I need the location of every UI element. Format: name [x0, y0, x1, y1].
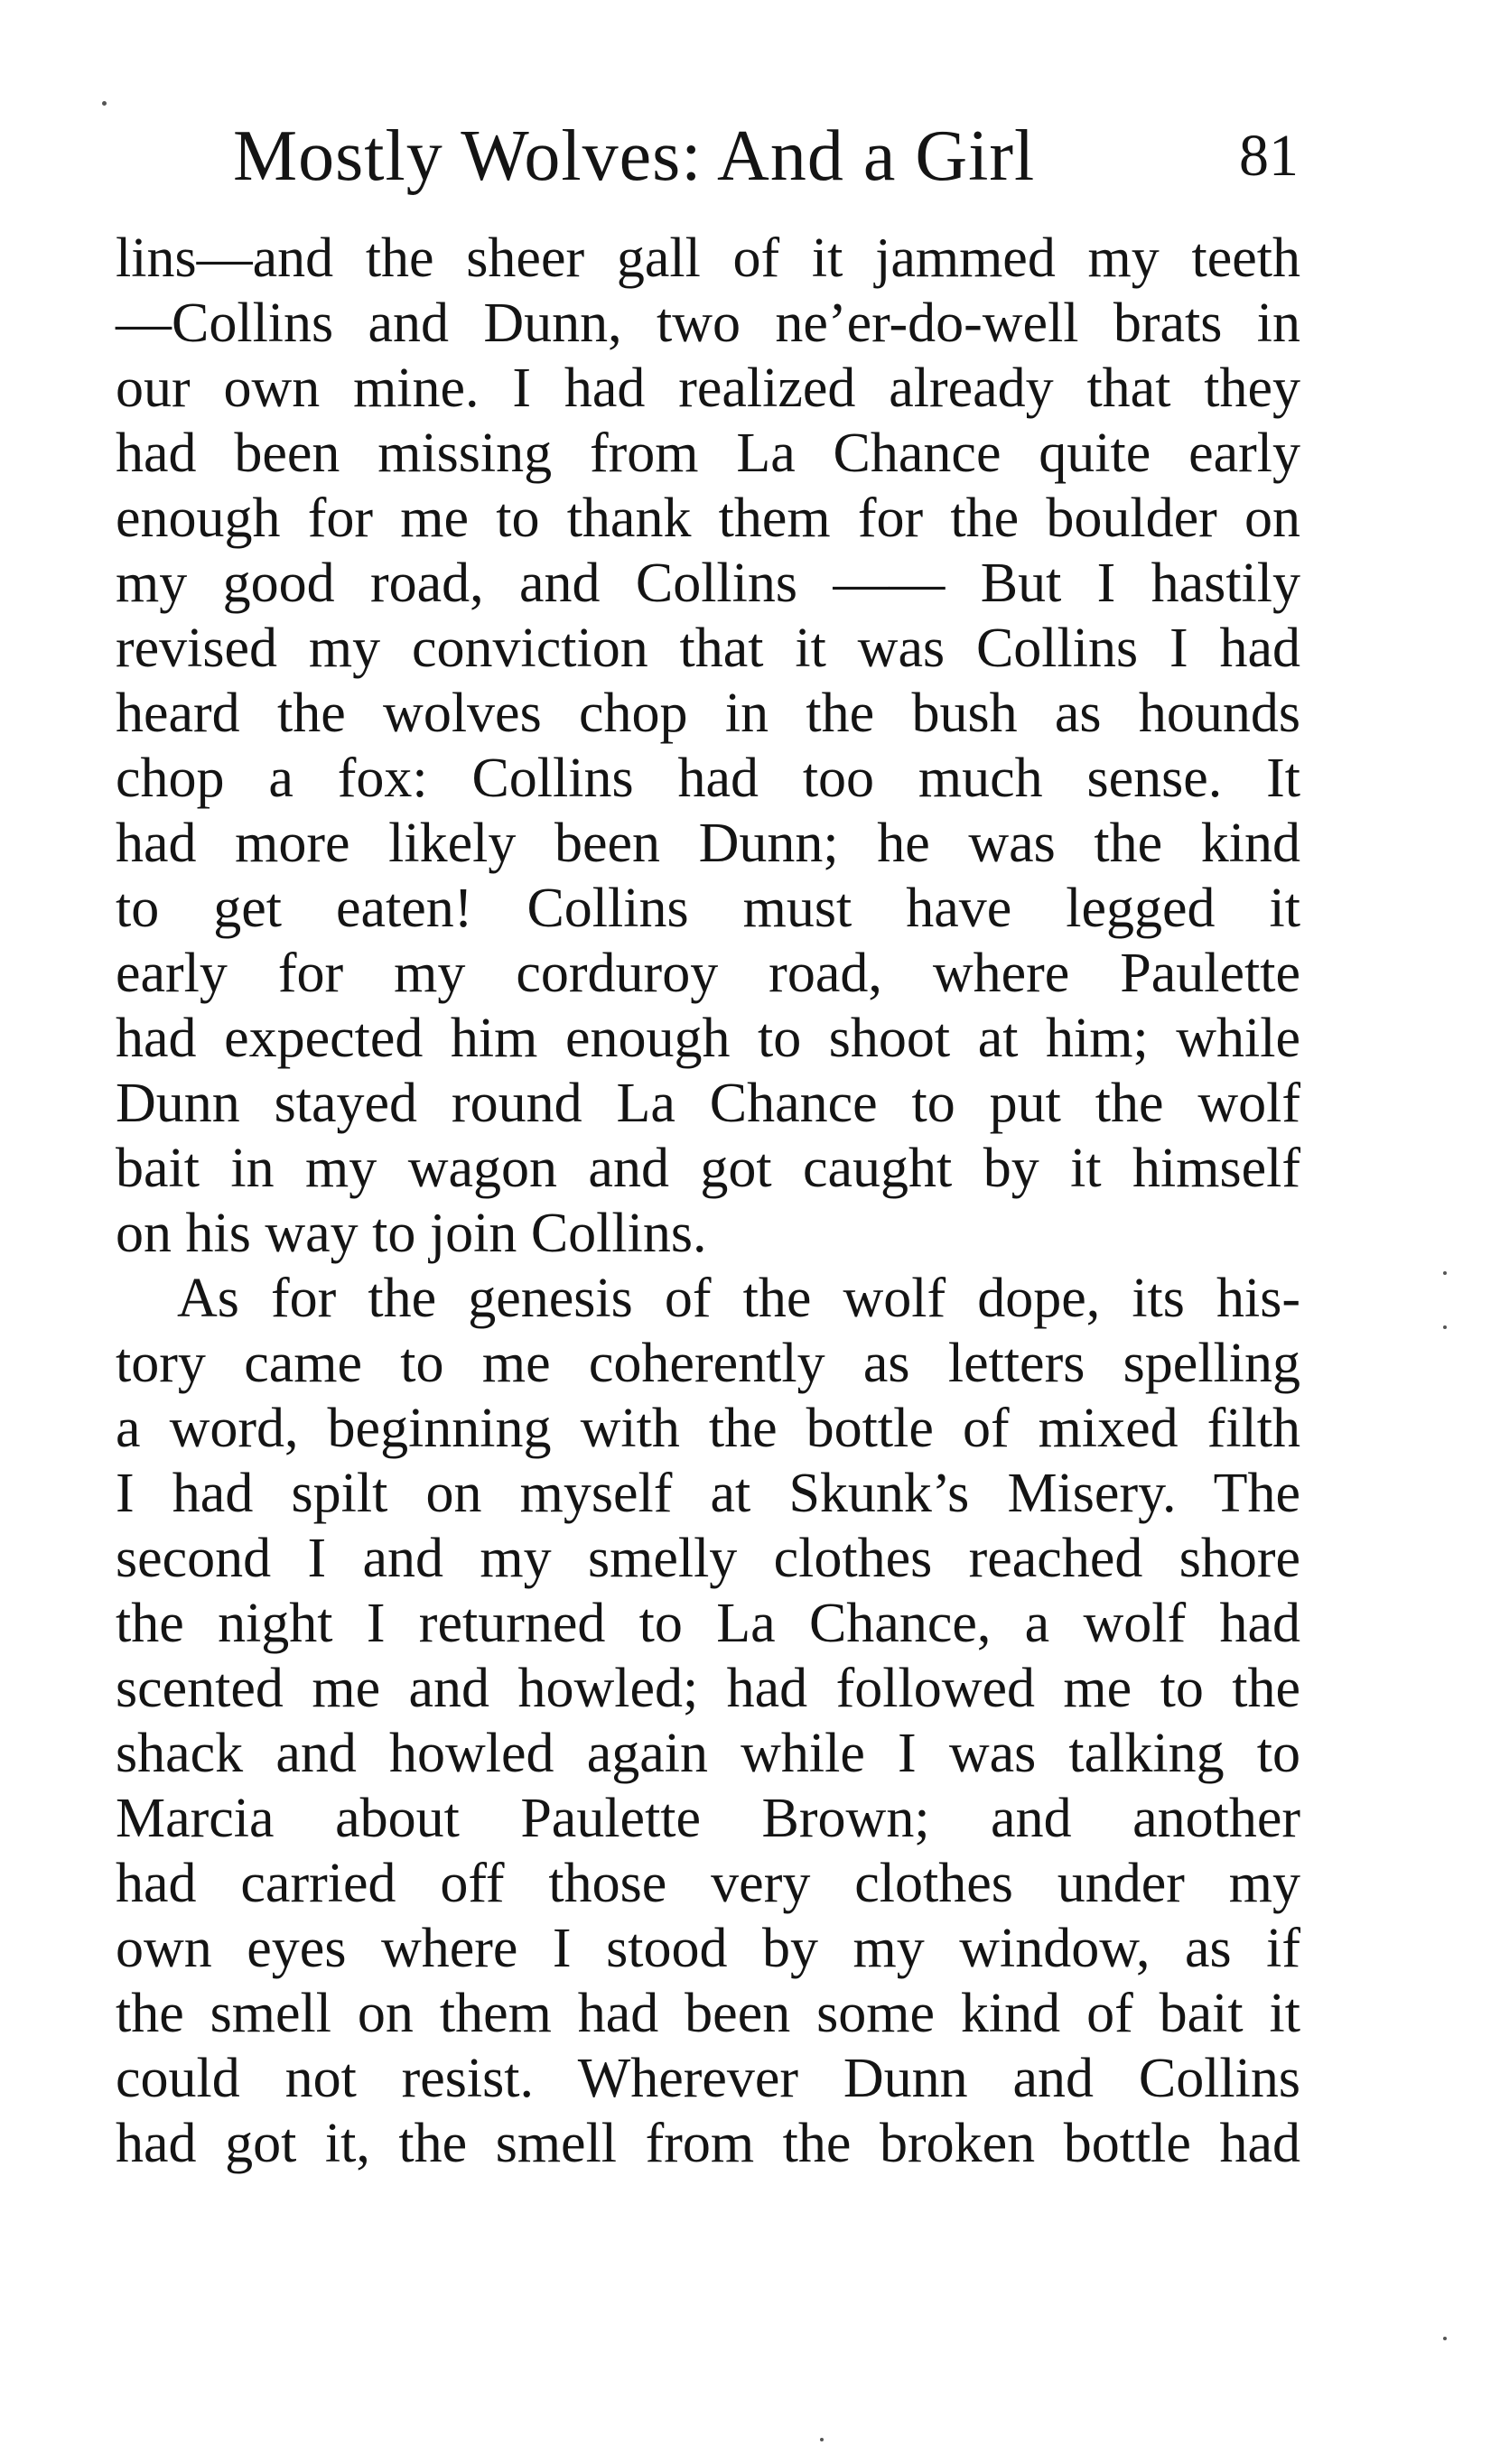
text-line: a word, beginning with the bottle of mixed filth [116, 1398, 1300, 1459]
text-line: second I and my smelly clothes reached shore [116, 1528, 1300, 1589]
print-speck [102, 101, 107, 106]
text-line: had expected him enough to shoot at him; while [116, 1008, 1300, 1069]
text-line: the smell on them had been some kind of bait it [116, 1983, 1300, 2044]
print-speck [1443, 1325, 1447, 1329]
page-number: 81 [1239, 123, 1299, 189]
text-line: to get eaten! Collins must have legged it [116, 878, 1300, 939]
text-line: Dunn stayed round La Chance to put the wolf [116, 1073, 1300, 1134]
text-line: heard the wolves chop in the bush as hounds [116, 683, 1300, 744]
text-line: my good road, and Collins —— But I hastily [116, 553, 1300, 614]
paragraph-end-line: on his way to join Collins. [116, 1203, 707, 1264]
text-line: shack and howled again while I was talking to [116, 1723, 1300, 1784]
text-line: own eyes where I stood by my window, as if [116, 1918, 1300, 1979]
running-title: Mostly Wolves: And a Girl [233, 116, 1036, 196]
text-line: scented me and howled; had followed me to the [116, 1658, 1300, 1719]
text-line: could not resist. Wherever Dunn and Collins [116, 2048, 1300, 2109]
text-line: revised my conviction that it was Collins I had [116, 618, 1300, 679]
text-line: I had spilt on myself at Skunk’s Misery. The [116, 1463, 1300, 1524]
text-line: bait in my wagon and got caught by it himself [116, 1138, 1300, 1199]
text-line: —Collins and Dunn, two ne’er-do-well brats in [116, 293, 1300, 354]
text-line: had been missing from La Chance quite early [116, 423, 1300, 484]
text-line: the night I returned to La Chance, a wolf had [116, 1593, 1300, 1654]
text-line: tory came to me coherently as letters spelling [116, 1333, 1300, 1394]
text-line: lins—and the sheer gall of it jammed my teeth [116, 228, 1300, 289]
text-line: enough for me to thank them for the boulder on [116, 488, 1300, 549]
print-speck [820, 2438, 824, 2441]
text-line: early for my corduroy road, where Paulette [116, 943, 1300, 1004]
print-speck [1443, 1271, 1447, 1275]
text-line: had got it, the smell from the broken bottle had [116, 2113, 1300, 2174]
page-header [233, 107, 1299, 206]
body-text [116, 226, 1300, 2176]
paragraph-start-line: As for the genesis of the wolf dope, its his- [177, 1268, 1300, 1329]
text-line: our own mine. I had realized already that they [116, 358, 1300, 419]
text-line: Marcia about Paulette Brown; and another [116, 1788, 1300, 1849]
text-line: had more likely been Dunn; he was the kind [116, 813, 1300, 874]
text-line: had carried off those very clothes under my [116, 1853, 1300, 1914]
text-line: chop a fox: Collins had too much sense. It [116, 748, 1300, 809]
print-speck [1443, 2337, 1447, 2340]
